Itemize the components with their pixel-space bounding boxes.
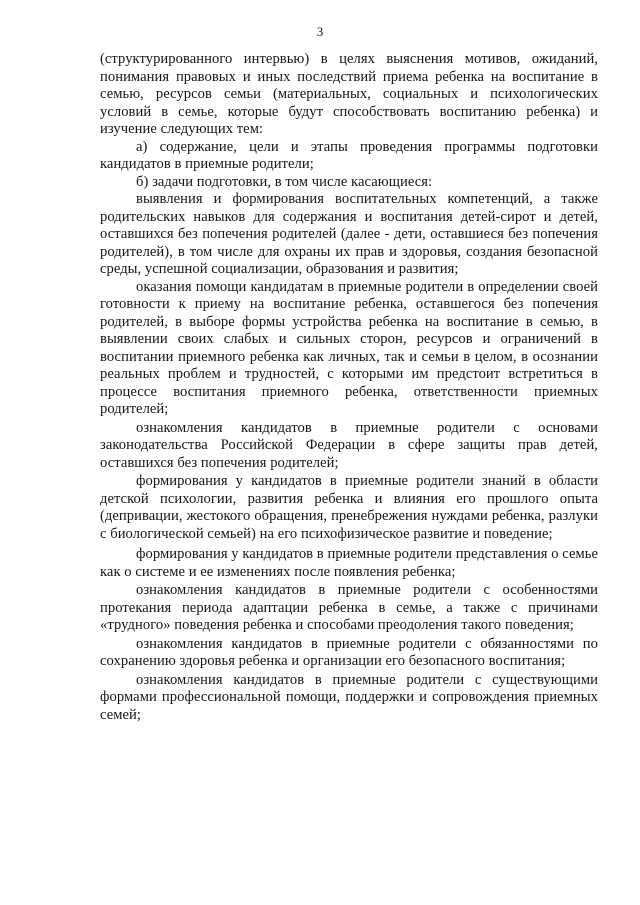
document-body bbox=[100, 51, 598, 724]
paragraph-competencies: выявления и формирования воспитательных компетенций, а также родительских навыков для содержания и воспитания детей-сирот и детей, оставшихся без попечения родителей (далее - дети, оставшиеся без попечения родителей), в том числе для охраны их прав и здоровья, создания безопасной среды, успешной социализации, образования и развития; bbox=[100, 191, 598, 277]
paragraph-interview-continuation: (структурированного интервью) в целях выяснения мотивов, ожиданий, понимания правовых и иных последствий приема ребенка на воспитание в семью, ресурсов семьи (материальных, социальных и психологических условий в семье, которые будут способствовать воспитанию ребенка) и изучение следующих тем: bbox=[100, 51, 598, 137]
paragraph-assistance: оказания помощи кандидатам в приемные родители в определении своей готовности к приему на воспитание ребенка, оставшегося без попечения родителей, в выборе формы устройства ребенка на воспитание в семью, в выявлении своих слабых и сильных сторон, ресурсов и ограничений в воспитании приемного ребенка как личных, так и семьи в целом, в осознании реальных проблем и трудностей, с которыми им предстоит встретиться в процессе воспитания приемного ребенка, ответственности приемных родителей; bbox=[100, 278, 598, 417]
paragraph-item-a: а) содержание, цели и этапы проведения программы подготовки кандидатов в приемные родители; bbox=[100, 138, 598, 172]
paragraph-adaptation: ознакомления кандидатов в приемные родители с особенностями протекания периода адаптации ребенка в семье, а также с причинами «трудного» поведения ребенка и способами преодоления такого поведения; bbox=[100, 582, 598, 633]
page-number: 3 bbox=[316, 24, 324, 39]
paragraph-item-b: б) задачи подготовки, в том числе касающиеся: bbox=[136, 173, 433, 190]
paragraph-health-obligations: ознакомления кандидатов в приемные родители с обязанностями по сохранению здоровья ребенка и организации его безопасного воспитания; bbox=[100, 635, 598, 669]
paragraph-legislation: ознакомления кандидатов в приемные родители с основами законодательства Российской Федерации в сфере защиты прав детей, оставшихся без попечения родителей; bbox=[100, 419, 598, 471]
paragraph-child-psychology: формирования у кандидатов в приемные родители знаний в области детской психологии, развития ребенка и влияния его прошлого опыта (депривации, жестокого обращения, пренебрежения нуждами ребенка, разлуки с биологической семьей) на его психофизическое развитие и поведение; bbox=[100, 473, 598, 542]
paragraph-professional-help: ознакомления кандидатов в приемные родители с существующими формами профессиональной помощи, поддержки и сопровождения приемных семей; bbox=[100, 671, 598, 723]
paragraph-family-system: формирования у кандидатов в приемные родители представления о семье как о системе и ее изменениях после появления ребенка; bbox=[100, 546, 598, 580]
